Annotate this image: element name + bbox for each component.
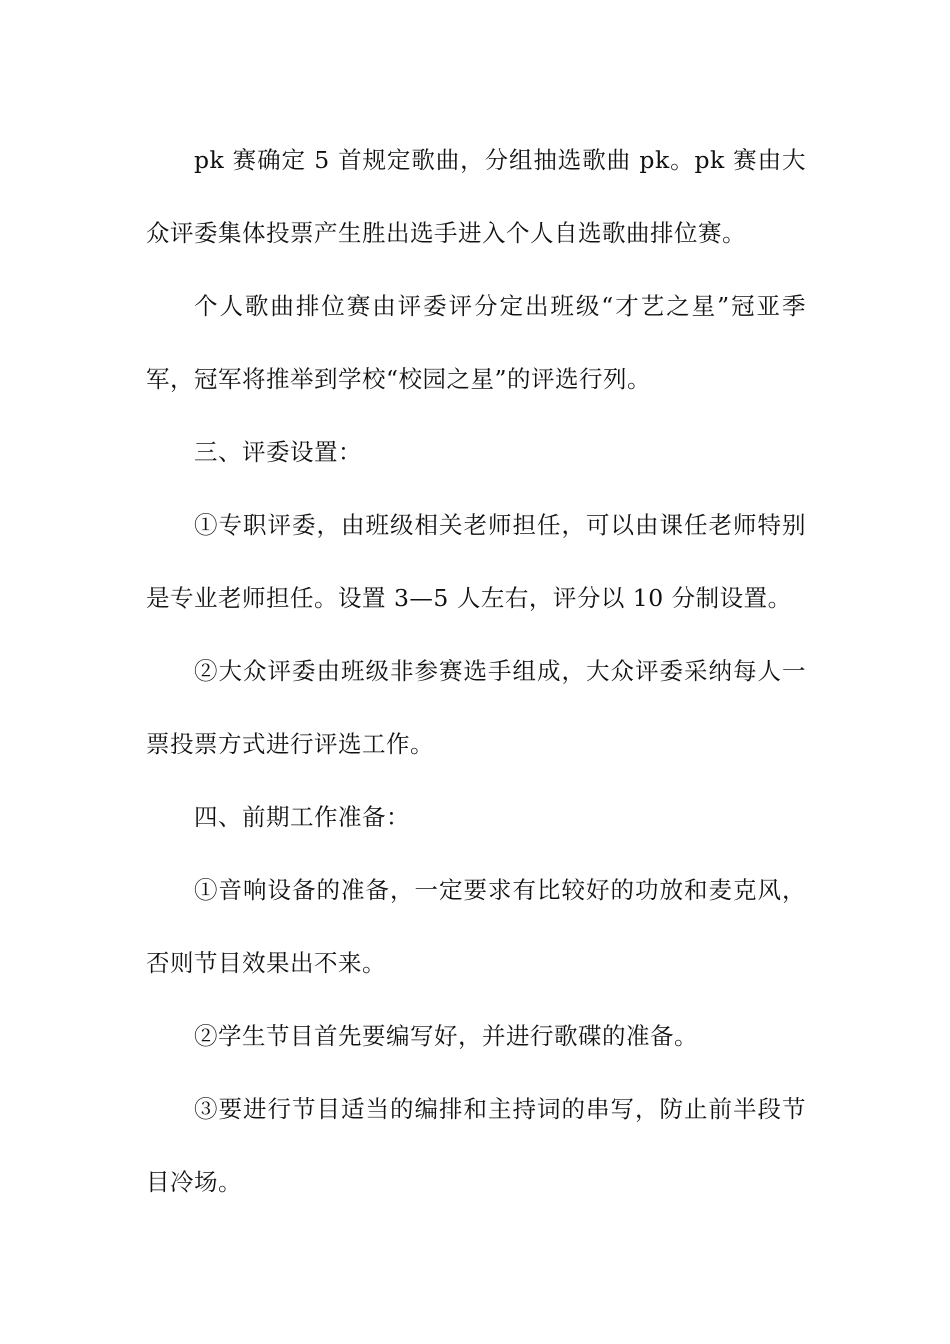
heading-judges-setup: 三、评委设置： [194,438,362,466]
document-body [146,124,806,1219]
paragraph-program-writing: ②学生节目首先要编写好，并进行歌碟的准备。 [194,1022,698,1050]
paragraph-ranking-rules: 个人歌曲排位赛由评委评分定出班级“才艺之星”冠亚季军，冠军将推举到学校“校园之星”的评选行列。 [146,292,806,393]
paragraph-audio-equipment: ①音响设备的准备，一定要求有比较好的功放和麦克风，否则节目效果出不来。 [146,876,806,977]
paragraph-public-judges: ②大众评委由班级非参赛选手组成，大众评委采纳每人一票投票方式进行评选工作。 [146,657,806,758]
paragraph-program-arrangement: ③要进行节目适当的编排和主持词的串写，防止前半段节目冷场。 [146,1095,806,1196]
paragraph-professional-judges: ①专职评委，由班级相关老师担任，可以由课任老师特别是专业老师担任。设置 3—5 人左右，评分以 10 分制设置。 [146,511,806,612]
paragraph-pk-rules: pk 赛确定 5 首规定歌曲，分组抽选歌曲 pk。pk 赛由大众评委集体投票产生胜出选手进入个人自选歌曲排位赛。 [146,146,806,247]
heading-preparation: 四、前期工作准备： [194,803,410,831]
